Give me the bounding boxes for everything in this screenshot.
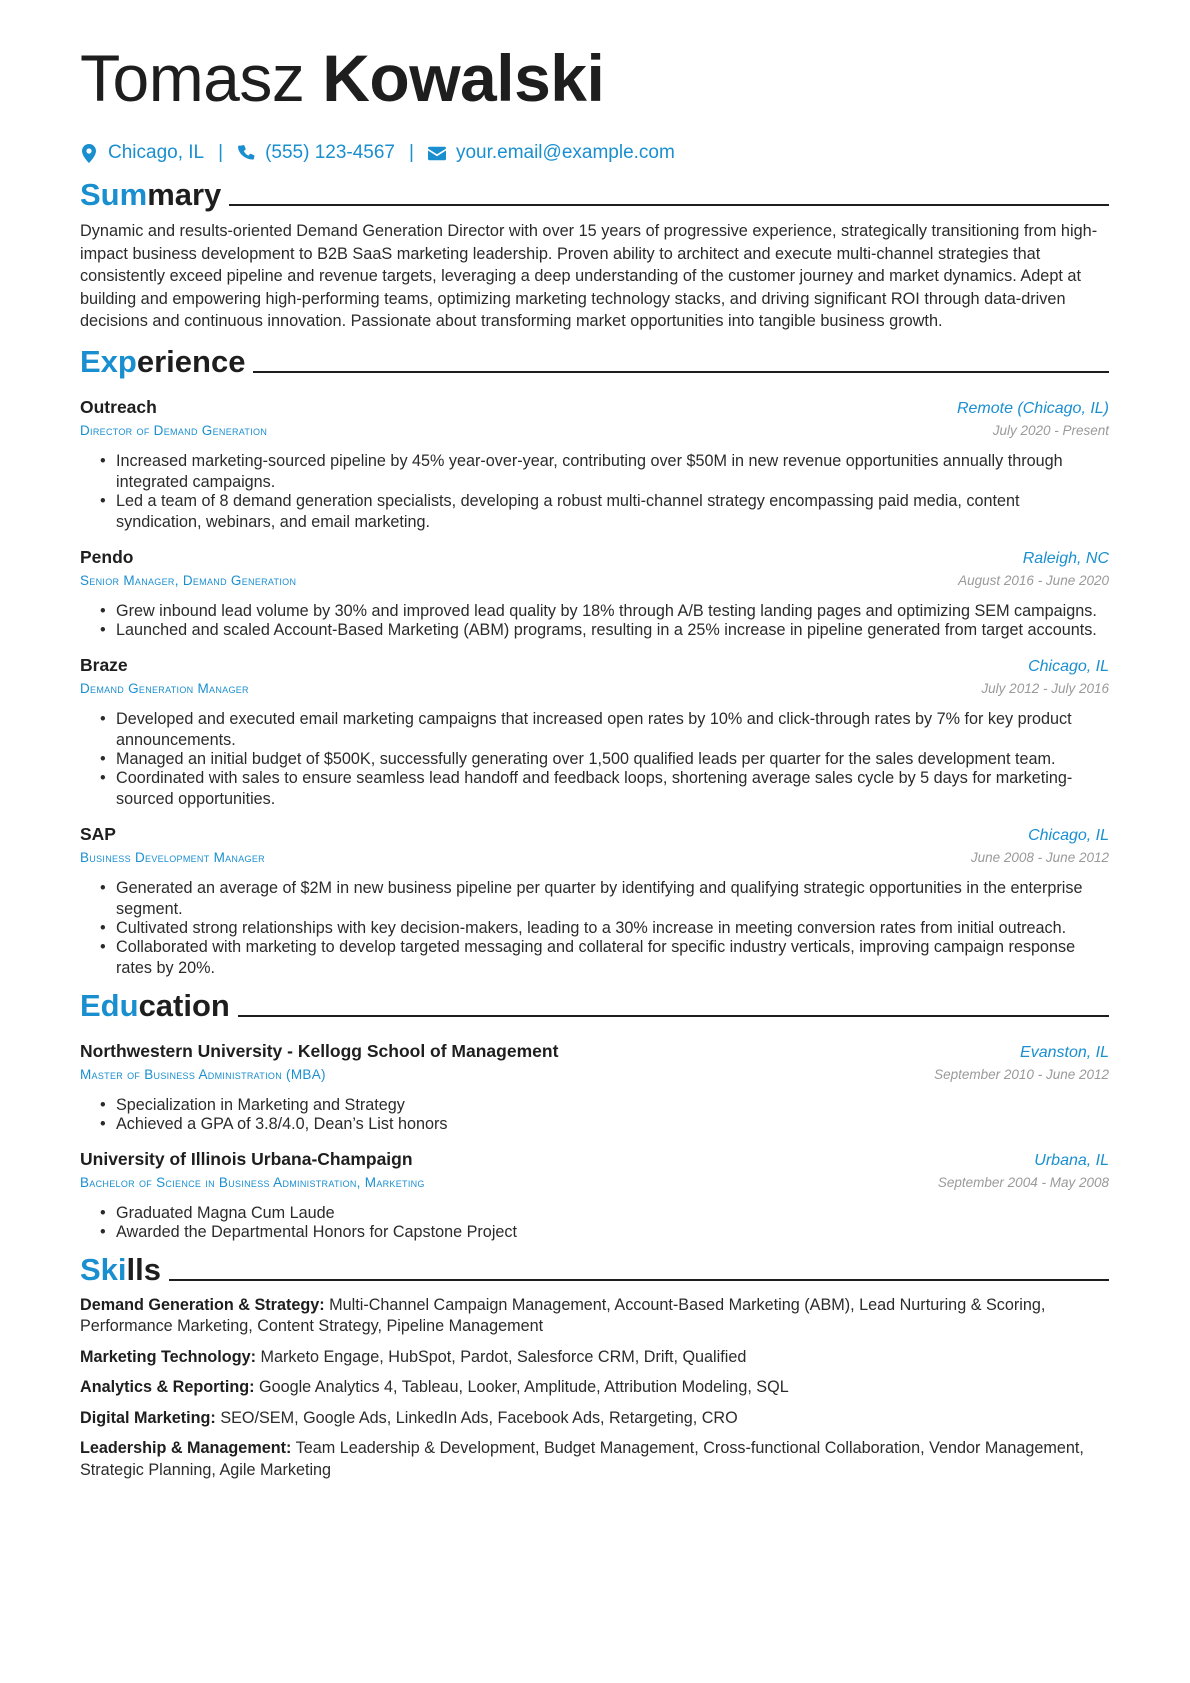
skill-category: Digital Marketing:	[80, 1408, 216, 1427]
job-dates: July 2020 - Present	[992, 422, 1109, 438]
bullet-item: • Graduated Magna Cum Laude	[100, 1203, 1109, 1224]
degree-title: Master of Business Administration (MBA)	[80, 1066, 326, 1082]
section-rule	[238, 1015, 1109, 1017]
job-location: Chicago, IL	[1028, 657, 1109, 675]
first-name: Tomasz	[80, 41, 305, 115]
job-location: Remote (Chicago, IL)	[956, 399, 1109, 417]
skill-items: Google Analytics 4, Tableau, Looker, Amplitude, Attribution Modeling, SQL	[258, 1378, 789, 1396]
education-entry	[80, 1039, 1109, 1135]
bullet-list	[80, 1203, 1109, 1243]
bullet-item: • Managed an initial budget of $500K, successfully generating over 1,500 qualified leads per quarter for the sales development team.	[100, 749, 1109, 770]
bullet-list	[80, 451, 1109, 533]
degree-title: Bachelor of Science in Business Administration, Marketing	[80, 1174, 425, 1190]
skills-list	[80, 1295, 1109, 1482]
section-skills-heading	[80, 1251, 1109, 1289]
heading-accent: Sum	[80, 177, 148, 212]
email-text: your.email@example.com	[455, 142, 675, 163]
job-dates: August 2016 - June 2020	[958, 572, 1109, 588]
last-name: Kowalski	[322, 41, 605, 115]
skill-row	[80, 1438, 1109, 1481]
experience-entry	[80, 395, 1109, 533]
section-rule	[253, 371, 1109, 373]
employer-name: Outreach	[80, 396, 157, 417]
bullet-item: • Generated an average of $2M in new business pipeline per quarter by identifying and qualifying strategic opportunities in the enterprise segment.	[100, 878, 1109, 920]
bullet-item: • Cultivated strong relationships with key decision-makers, leading to a 30% increase in meeting conversion rates from initial outreach.	[100, 918, 1109, 939]
bullet-item: • Grew inbound lead volume by 30% and improved lead quality by 18% through A/B testing landing pages and optimizing SEM campaigns.	[100, 601, 1109, 622]
skill-row	[80, 1295, 1109, 1338]
heading-accent: Edu	[80, 987, 139, 1023]
bullet-list	[80, 601, 1109, 641]
bullet-list	[80, 709, 1109, 810]
heading-rest: mary	[147, 177, 222, 212]
bullet-item: • Awarded the Departmental Honors for Capstone Project	[100, 1222, 1109, 1243]
contact-separator: |	[409, 142, 414, 163]
school-location: Urbana, IL	[1034, 1151, 1109, 1169]
section-education-heading	[80, 987, 1109, 1025]
skill-category: Analytics & Reporting:	[80, 1378, 255, 1396]
summary-paragraph: Dynamic and results-oriented Demand Generation Director with over 15 years of progressive experience, strategically transitioning from high-impact business development to B2B SaaS marketing leadership. Proven ability to architect and execute multi-channel strategies that consistently exceed pipeline and revenue targets, leveraging a deep understanding of the customer journey and market dynamics. Adept at building and empowering high-performing teams, optimizing marketing technology stacks, and driving significant ROI through data-driven decisions and continuous innovation. Passionate about transforming market opportunities into tangible business growth.	[80, 222, 1098, 330]
bullet-list	[80, 878, 1109, 979]
experience-entry	[80, 653, 1109, 810]
skill-items: Multi-Channel Campaign Management, Account-Based Marketing (ABM), Lead Nurturing & Scoring, Performance Marketing, Content Strategy, Pipeline Management	[80, 1295, 1046, 1335]
bullet-item: • Developed and executed email marketing campaigns that increased open rates by 10% and click-through rates by 7% for key product announcements.	[100, 709, 1109, 751]
experience-entry	[80, 545, 1109, 641]
job-title: Business Development Manager	[80, 849, 265, 865]
heading-rest: erience	[136, 343, 246, 379]
experience-entry	[80, 822, 1109, 979]
bullet-item: • Launched and scaled Account-Based Marketing (ABM) programs, resulting in a 25% increase in pipeline generated from target accounts.	[100, 620, 1109, 641]
job-dates: June 2008 - June 2012	[970, 849, 1109, 865]
skill-items: SEO/SEM, Google Ads, LinkedIn Ads, Facebook Ads, Retargeting, CRO	[220, 1408, 738, 1427]
candidate-name	[80, 0, 1109, 116]
heading-rest: lls	[126, 1251, 161, 1287]
contact-bar	[80, 140, 1109, 166]
skill-row	[80, 1408, 1109, 1430]
heading-accent: Exp	[80, 343, 137, 379]
job-location: Raleigh, NC	[1022, 549, 1109, 567]
section-rule	[229, 204, 1109, 206]
skill-category: Marketing Technology:	[80, 1347, 256, 1366]
school-dates: September 2010 - June 2012	[934, 1066, 1109, 1082]
employer-name: Braze	[80, 654, 128, 675]
heading-rest: cation	[138, 987, 230, 1023]
skill-items: Marketo Engage, HubSpot, Pardot, Salesforce CRM, Drift, Qualified	[260, 1347, 747, 1366]
contact-phone[interactable]	[237, 142, 395, 164]
envelope-icon	[428, 143, 446, 163]
bullet-item: • Collaborated with marketing to develop targeted messaging and collateral for specific industry verticals, improving campaign response rates by 20%.	[100, 937, 1109, 979]
bullet-item: • Coordinated with sales to ensure seamless lead handoff and feedback loops, shortening average sales cycle by 5 days for marketing-sourced opportunities.	[100, 768, 1109, 810]
employer-name: Pendo	[80, 546, 134, 567]
bullet-item: • Led a team of 8 demand generation specialists, developing a robust multi-channel strategy encompassing paid media, content syndication, webinars, and email marketing.	[100, 491, 1109, 533]
skill-row	[80, 1347, 1109, 1369]
section-rule	[169, 1279, 1109, 1281]
job-location: Chicago, IL	[1028, 826, 1109, 844]
job-title: Demand Generation Manager	[80, 680, 249, 696]
phone-icon	[237, 143, 255, 163]
bullet-list	[80, 1095, 1109, 1135]
bullet-item: • Achieved a GPA of 3.8/4.0, Dean’s List honors	[100, 1114, 1109, 1135]
school-name: University of Illinois Urbana-Champaign	[80, 1148, 413, 1169]
skill-items: Team Leadership & Development, Budget Management, Cross-functional Collaboration, Vendor Management, Strategic Planning, Agile Marketing	[80, 1439, 1084, 1479]
skill-category: Demand Generation & Strategy:	[80, 1295, 325, 1314]
school-dates: September 2004 - May 2008	[937, 1174, 1109, 1190]
contact-location	[80, 142, 204, 164]
contact-separator: |	[218, 142, 224, 163]
job-dates: July 2012 - July 2016	[981, 680, 1109, 696]
bullet-item: • Increased marketing-sourced pipeline by 45% year-over-year, contributing over $50M in new revenue opportunities annually through integrated campaigns.	[100, 451, 1109, 493]
job-title: Director of Demand Generation	[80, 422, 268, 438]
map-pin-icon	[80, 143, 98, 163]
education-entry	[80, 1147, 1109, 1243]
job-title: Senior Manager, Demand Generation	[80, 572, 297, 588]
bullet-item: • Specialization in Marketing and Strategy	[100, 1095, 1109, 1116]
phone-text: (555) 123-4567	[265, 142, 395, 163]
school-location: Evanston, IL	[1020, 1043, 1109, 1061]
section-experience-heading	[80, 343, 1109, 381]
contact-email[interactable]	[428, 142, 675, 164]
skill-category: Leadership & Management:	[80, 1439, 292, 1457]
school-name: Northwestern University - Kellogg School of Management	[80, 1040, 559, 1061]
skill-row	[80, 1377, 1109, 1399]
employer-name: SAP	[80, 823, 116, 844]
heading-accent: Ski	[80, 1251, 127, 1287]
section-summary-heading	[80, 176, 1109, 214]
location-text: Chicago, IL	[108, 142, 205, 163]
